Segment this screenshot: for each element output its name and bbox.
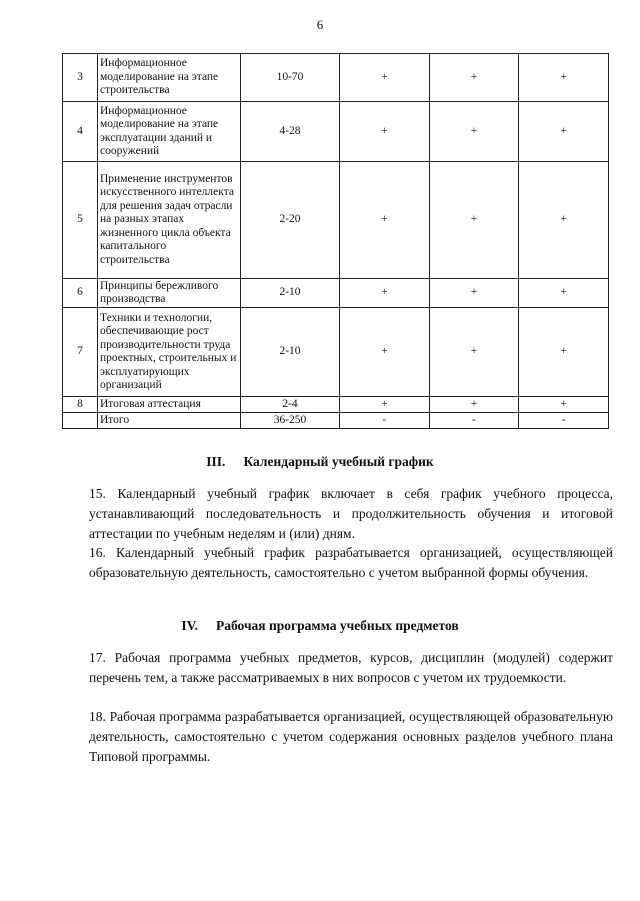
table-row [63, 397, 609, 413]
table-row [63, 279, 609, 308]
paragraph: 15. Календарный учебный график включает в себя график учебного процесса, устанавливающий последовательность и продолжительность обучения и итоговой аттестации по учебным неделям и (или) дням. [89, 486, 613, 541]
row-number [63, 413, 98, 429]
row-number: 5 [63, 162, 98, 279]
section-heading [0, 618, 640, 634]
subject-name: Принципы бережливого производства [98, 279, 241, 308]
section-heading [0, 454, 640, 470]
mark-cell: + [429, 162, 519, 279]
mark-cell: - [340, 413, 430, 429]
subject-name: Информационное моделирование на этапе строительства [98, 54, 241, 102]
hours-range: 4-28 [241, 102, 340, 162]
subject-name: Информационное моделирование на этапе эксплуатации зданий и сооружений [98, 102, 241, 162]
row-number: 4 [63, 102, 98, 162]
subject-name: Итого [98, 413, 241, 429]
mark-cell: + [429, 102, 519, 162]
curriculum-table [62, 53, 609, 429]
mark-cell: + [429, 54, 519, 102]
paragraph: 18. Рабочая программа разрабатывается организацией, осуществляющей образовательную деятельность, самостоятельно с учетом содержания основных разделов учебного плана Типовой программы. [89, 709, 613, 764]
row-number: 6 [63, 279, 98, 308]
mark-cell: + [519, 397, 609, 413]
mark-cell: + [340, 54, 430, 102]
table-row [63, 308, 609, 397]
subject-name: Применение инструментов искусственного интеллекта для решения задач отрасли на разных этапах жизненного цикла объекта капитального строительства [98, 162, 241, 279]
section-title: Рабочая программа учебных предметов [215, 618, 459, 633]
mark-cell: + [340, 279, 430, 308]
hours-range: 2-10 [241, 308, 340, 397]
mark-cell: + [429, 279, 519, 308]
mark-cell: + [340, 397, 430, 413]
mark-cell: - [429, 413, 519, 429]
mark-cell: + [519, 54, 609, 102]
hours-range: 2-4 [241, 397, 340, 413]
paragraph: 17. Рабочая программа учебных предметов, курсов, дисциплин (модулей) содержит перечень тем, а также рассматриваемых в них вопросов с учетом их трудоемкости. [89, 650, 613, 685]
paragraph: 16. Календарный учебный график разрабатывается организацией, осуществляющей образовательную деятельность, самостоятельно с учетом выбранной формы обучения. [89, 545, 613, 580]
subject-name: Техники и технологии, обеспечивающие рост производительности труда проектных, строительных и эксплуатирующих организаций [98, 308, 241, 397]
row-number: 8 [63, 397, 98, 413]
mark-cell: + [429, 397, 519, 413]
table-row [63, 413, 609, 429]
row-number: 3 [63, 54, 98, 102]
table-row [63, 54, 609, 102]
row-number: 7 [63, 308, 98, 397]
hours-range: 2-10 [241, 279, 340, 308]
mark-cell: + [519, 102, 609, 162]
section-title: Календарный учебный график [243, 454, 434, 469]
page-number: 6 [316, 17, 324, 32]
section-number: IV. [181, 618, 198, 633]
table-row [63, 102, 609, 162]
mark-cell: + [340, 102, 430, 162]
subject-name: Итоговая аттестация [98, 397, 241, 413]
mark-cell: + [519, 279, 609, 308]
hours-range: 2-20 [241, 162, 340, 279]
mark-cell: + [340, 308, 430, 397]
table-row [63, 162, 609, 279]
hours-range: 10-70 [241, 54, 340, 102]
mark-cell: + [340, 162, 430, 279]
mark-cell: + [519, 162, 609, 279]
mark-cell: - [519, 413, 609, 429]
hours-range: 36-250 [241, 413, 340, 429]
mark-cell: + [429, 308, 519, 397]
section-number: III. [206, 454, 226, 469]
mark-cell: + [519, 308, 609, 397]
